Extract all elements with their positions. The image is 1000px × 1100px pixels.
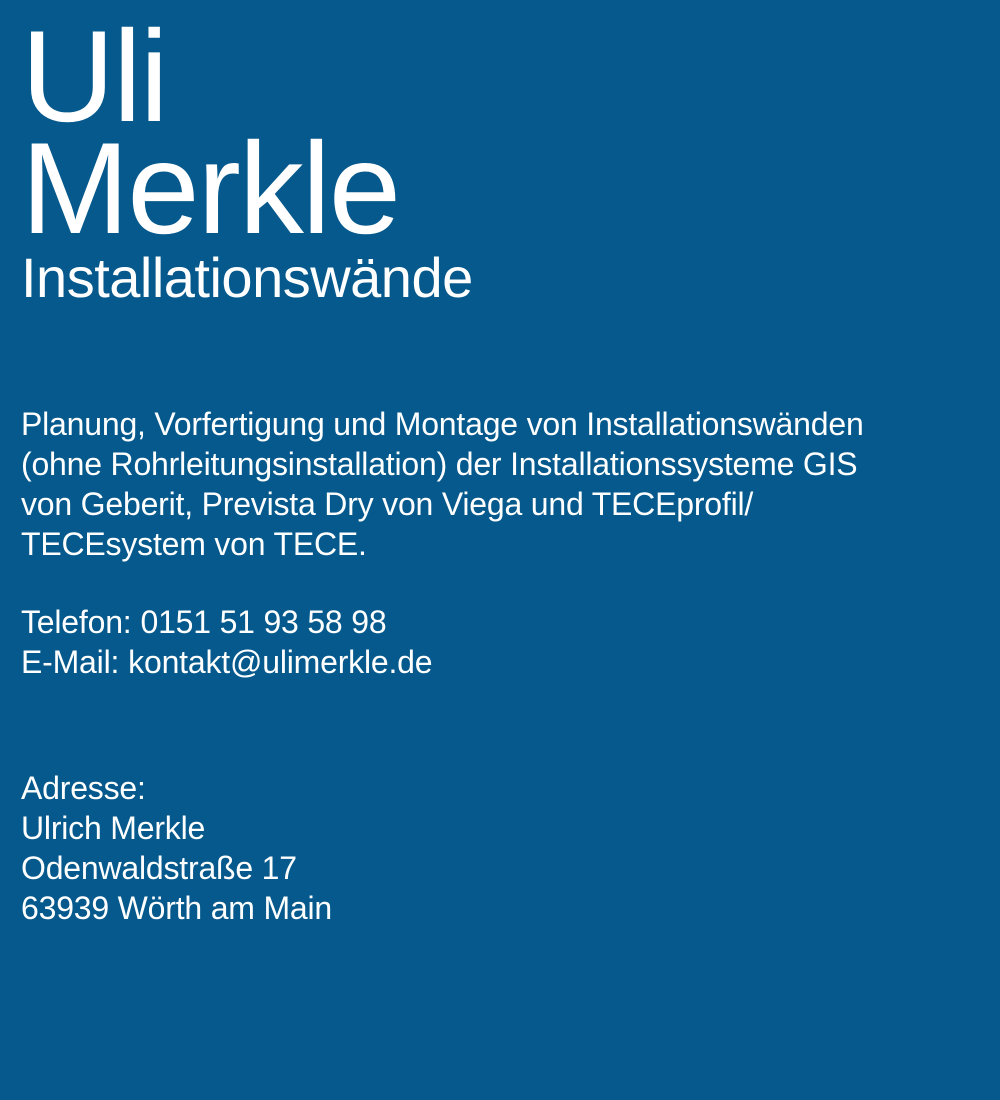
main-content xyxy=(21,404,960,928)
address-name: Ulrich Merkle xyxy=(21,810,206,846)
phone-label: Telefon: xyxy=(21,604,132,640)
address-block xyxy=(21,768,960,928)
email-row xyxy=(21,642,960,682)
header xyxy=(21,3,960,309)
brand-title-line1: Uli xyxy=(21,3,167,149)
contact-block xyxy=(21,602,960,682)
email-label: E-Mail: xyxy=(21,644,120,680)
brand-title-line2: Merkle xyxy=(21,115,400,261)
brand-subtitle: Installationswände xyxy=(21,246,473,309)
service-description-line: (ohne Rohrleitungsinstallation) der Installationssysteme GIS xyxy=(21,446,858,482)
phone-number: 0151 51 93 58 98 xyxy=(140,604,387,640)
address-label: Adresse: xyxy=(21,770,146,806)
phone-row xyxy=(21,602,960,642)
service-description-line: TECEsystem von TECE. xyxy=(21,526,367,562)
service-description-line: Planung, Vorfertigung und Montage von Installationswänden xyxy=(21,406,864,442)
service-description-line: von Geberit, Prevista Dry von Viega und TECEprofil/ xyxy=(21,486,754,522)
service-description xyxy=(21,404,960,564)
address-city: 63939 Wörth am Main xyxy=(21,890,333,926)
brand-title xyxy=(21,3,960,261)
address-street: Odenwaldstraße 17 xyxy=(21,850,297,886)
email-address[interactable]: kontakt@ulimerkle.de xyxy=(128,644,433,680)
